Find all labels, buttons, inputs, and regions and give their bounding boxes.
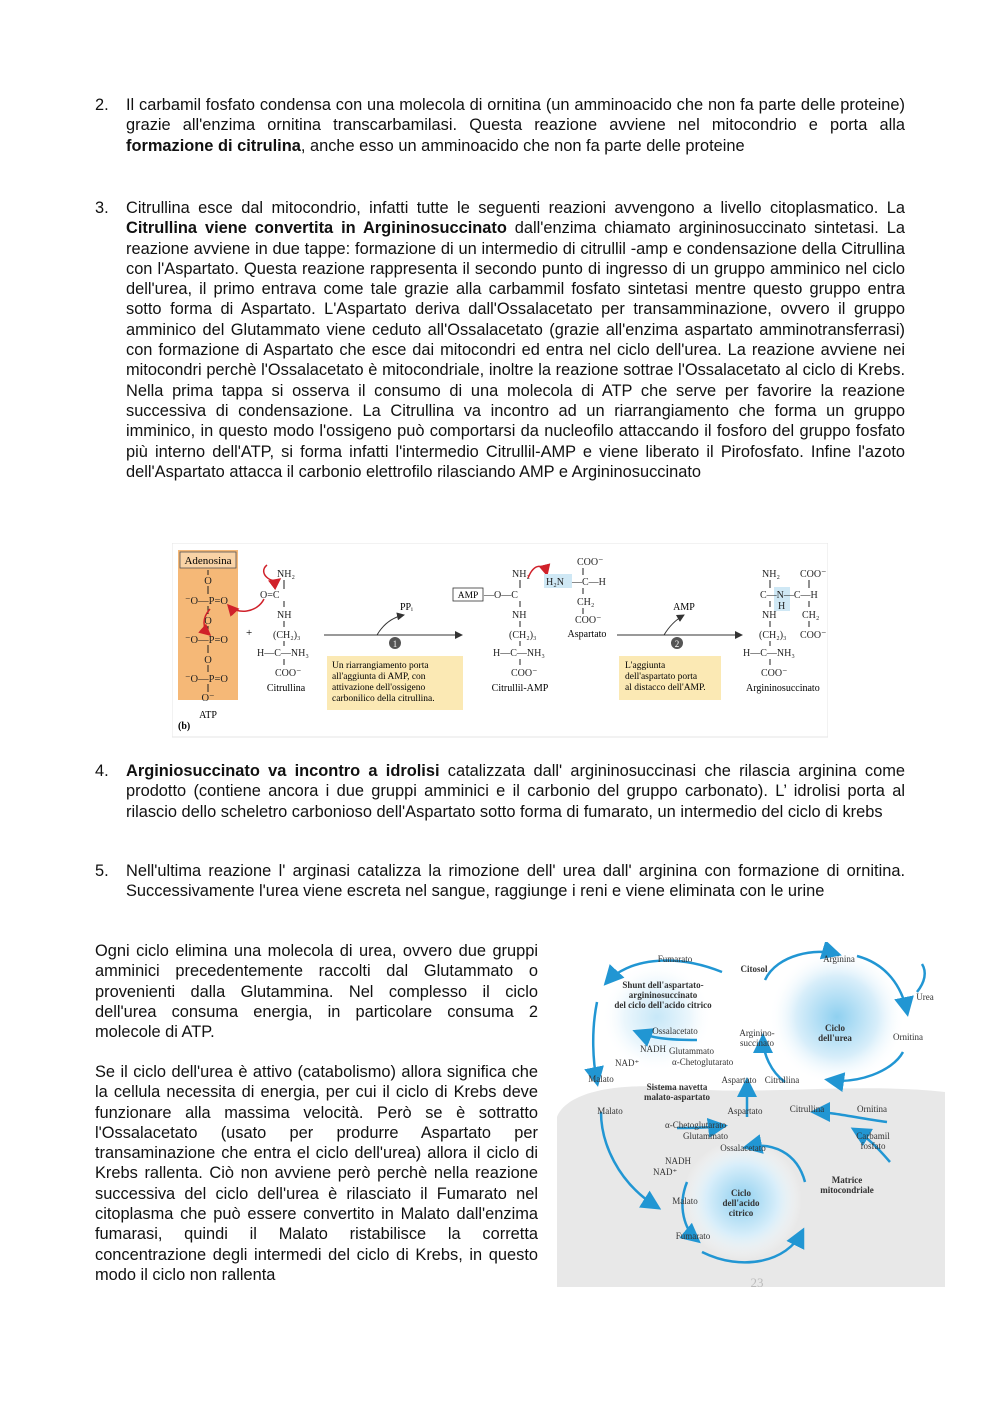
list-item-3 [95,198,905,482]
navetta-label: malato-aspartato [644,1092,710,1102]
ossalacetato-bottom-label: Ossalacetato [720,1143,766,1153]
citosol-label: Citosol [740,964,768,974]
citrullina-bottom-label: Citrullina [789,1104,825,1114]
svg-text:⁻O—P=O: ⁻O—P=O [185,635,228,646]
atp-label: ATP [199,710,217,721]
citrullil-amp-label: Citrullil-AMP [491,683,549,694]
paragraph-ogni-ciclo: Ogni ciclo elimina una molecola di urea, ovvero due gruppi amminici precedentemente raccolti dal Glutammato o provenienti dalla Glutammina. Nel complesso il ciclo dell'urea consuma energia, in particolare consuma 2 molecole di ATP. [95,942,538,1042]
amp-label: AMP [673,602,695,613]
svg-text:NH: NH [277,610,292,621]
step-2-badge: 2 [674,639,680,649]
svg-text:CH₂: CH₂ [802,610,820,621]
list-item-4 [95,761,905,822]
ornitina-bottom-label: Ornitina [857,1104,887,1114]
shunt-label: argininosuccinato [628,990,698,1000]
chetoglutarato-bottom-label: α-Chetoglutarato [665,1120,727,1130]
text-run: dall'enzima chiamato argininosuccinato sintetasi. La reazione avviene in due tappe: formazione di un intermedio di citrullil -amp e condensazione della Citrullina con l'Aspartato. Questa reazione rappresenta il secondo punto di ingresso di un gruppo amminico nel ciclo dell'urea, il primo entrava come tale grazie alla carbammil fosfato sintetasi mentre questo gruppo entra sotto forma di Aspartato. L'Aspartato deriva dall'Ossalacetato per transamminazione, ovvero il gruppo amminico del Glutammato viene ceduto all'Ossalacetato (grazie all'enzima aspartato amminotransferrasi) con formazione di Aspartato che esce dai mitocondri ed entra nel ciclo dell'urea. La reazione avviene nei mitocondri perchè l'Ossalacetato è mitocondriale, inoltre la reazione sottrae l'Ossalacetato al ciclo di Krebs. Nella prima tappa si osserva il consumo di una molecola di ATP che serve per favorire la reazione successiva di condensazione. La Citrullina va incontro ad un riarrangiamento che forma un gruppo imminico, in questo modo l'ossigeno può comportarsi da nucleofilo attaccando il fosforo del gruppo fosfato più interno dell'ATP, si forma infatti l'intermedio Citrullil-AMP e viene liberato il Pirofosfato. Infine l'azoto dell'Aspartato attacca il carbonio elettrofilo rilasciando AMP e Argininosuccinato [126,219,905,481]
note-1-line: all'aggiunta di AMP, con [332,672,426,682]
svg-text:(CH₂)₃: (CH₂)₃ [759,630,787,641]
malato-inner-label: Malato [672,1196,698,1206]
list-text [126,198,905,482]
svg-text:H—C—NH₃: H—C—NH₃ [743,648,795,659]
note-2-line: dell'aspartato porta [625,672,698,682]
ornitina-top-label: Ornitina [893,1032,923,1042]
glutammato-top-label: Glutammato [669,1046,714,1056]
ciclo-acido-label: dell'acido [722,1198,760,1208]
svg-text:H—C—NH₃: H—C—NH₃ [257,648,309,659]
reaction-diagram [172,543,828,738]
paragraph-ciclo-attivo: Se il ciclo dell'urea è attivo (catabolismo) allora significa che la cellula necessita di energia, per cui il ciclo di Krebs deve funzionare alla massima velocità. Però se è sottratto l'Ossalacetato (usato per produrre Aspartato per transaminazione che entra el ciclo dell'urea) allora il ciclo di Krebs rallenta. Ciò non avviene però perchè nella reazione successiva del ciclo dell'urea è rilasciato il Fumarato nel citoplasma che può essere convertito in Malato dall'enzima fumarasi, quindi il Malato ristabilisce la corretta concentrazione degli intermedi del ciclo di Krebs, in questo modo il ciclo non rallenta [95,1063,538,1284]
svg-text:—C—H: —C—H [572,577,606,588]
glutammato-bottom-label: Glutammato [683,1131,728,1141]
shunt-label: del ciclo dell'acido citrico [614,1000,712,1010]
svg-text:COO⁻: COO⁻ [275,668,302,679]
argininosuccinato-label: Argininosuccinato [746,683,820,694]
amp-box-label: AMP [457,591,479,601]
svg-text:⁻O—P=O: ⁻O—P=O [185,674,228,685]
aspartato-bottom-label: Aspartato [727,1106,763,1116]
malato-top-label: Malato [588,1074,614,1084]
note-1-line: Un riarrangiamento porta [332,661,429,671]
urea-krebs-cycle-diagram [557,942,945,1287]
aspartato-label: Aspartato [567,629,607,640]
navetta-label: Sistema navetta [646,1082,708,1092]
nadh-bottom-label: NADH [665,1156,691,1166]
urea-label: Urea [916,992,934,1002]
text-run: Citrullina esce dal mitocondrio, infatti tutte le seguenti reazioni avvengono a livello citoplasmatico. La [126,199,905,217]
chetoglutarato-top-label: α-Chetoglutarato [672,1057,734,1067]
svg-text:COO⁻: COO⁻ [575,615,602,626]
svg-text:O: O [204,616,212,627]
svg-text:O⁻: O⁻ [201,693,215,704]
svg-text:NH: NH [762,610,777,621]
list-text [126,861,905,902]
shunt-label: Shunt dell'aspartato- [622,980,704,990]
nad-bottom-label: NAD⁺ [653,1167,678,1177]
list-text [126,761,905,822]
ciclo-acido-label: citrico [728,1208,754,1218]
ppi-label: PPᵢ [400,602,413,613]
svg-text:O: O [204,655,212,666]
citrullina-top-label: Citrullina [764,1075,800,1085]
reaction-figure [172,543,828,738]
svg-text:—O—C: —O—C [484,590,518,601]
svg-text:COO⁻: COO⁻ [800,630,827,641]
ciclo-acido-label: Ciclo [731,1188,751,1198]
svg-text:O=C: O=C [260,590,280,601]
cycle-figure [557,942,945,1287]
adenosina-label: Adenosina [184,555,232,567]
svg-text:(CH₂)₃: (CH₂)₃ [509,630,537,641]
bold-text-run: Arginiosuccinato va incontro a idrolisi [126,762,440,780]
svg-text:(CH₂)₃: (CH₂)₃ [273,630,301,641]
svg-text:NH₂: NH₂ [512,569,530,580]
note-1-line: carbonilico della citrullina. [332,694,435,704]
svg-text:NH₂: NH₂ [277,569,295,580]
text-run: catalizzata dall' argininosuccinasi che rilascia arginina come prodotto (contiene ancora i due gruppi amminici e il carbonio del gruppo carbonato). L’ idrolisi porta al rilascio dello scheletro carbonioso dell'Aspartato sotto forma di fumarato, un intermedio del ciclo di krebs [126,762,905,821]
step-1-badge: 1 [392,639,398,649]
argininosuccinato-label: succinato [740,1038,774,1048]
svg-text:H: H [778,601,786,612]
list-number: 2. [95,96,109,114]
aspartato-top-label: Aspartato [721,1075,757,1085]
arginina-label: Arginina [823,954,855,964]
svg-text:H₂N: H₂N [546,577,564,588]
citrullina-label: Citrullina [266,683,306,694]
note-1-line: attivazione dell'ossigeno [332,683,426,693]
svg-text:COO⁻: COO⁻ [511,668,538,679]
bold-text-run: formazione di citrulina [126,136,301,155]
fumarato-label: Fumarato [657,954,693,964]
list-number: 3. [95,199,109,217]
svg-text:O: O [204,576,212,587]
panel-label: (b) [178,721,191,732]
fumarato-inner-label: Fumarato [675,1231,711,1241]
svg-text:⁻O—P=O: ⁻O—P=O [185,596,228,607]
nad-top-label: NAD⁺ [615,1058,640,1068]
carbamil-label: fosfato [860,1141,886,1151]
list-number: 5. [95,862,109,880]
svg-text:H—C—NH₃: H—C—NH₃ [493,648,545,659]
svg-text:NH₂: NH₂ [762,569,780,580]
list-number: 4. [95,762,109,780]
svg-text:C—N—C—H: C—N—C—H [760,590,818,601]
svg-text:+: + [246,627,253,639]
list-text [126,95,905,156]
ciclo-urea-label: Ciclo [825,1023,845,1033]
list-item-2 [95,95,905,156]
matrice-label: mitocondriale [820,1185,874,1195]
matrice-label: Matrice [831,1175,863,1185]
text-run: , anche esso un amminoacido che non fa parte delle proteine [300,136,745,155]
ciclo-urea-label: dell'urea [818,1033,852,1043]
note-2-line: L'aggiunta [625,661,666,671]
list-item-5 [95,861,905,902]
argininosuccinato-label: Arginino- [739,1028,775,1038]
nadh-top-label: NADH [640,1044,666,1054]
svg-text:NH: NH [512,610,527,621]
bold-text-run: Citrullina viene convertita in Argininosuccinato [126,219,507,238]
page-number: 23 [750,1275,764,1287]
svg-text:COO⁻: COO⁻ [577,557,604,568]
carbamil-label: Carbamil [856,1131,890,1141]
malato-bottom-label: Malato [597,1106,623,1116]
ossalacetato-top-label: Ossalacetato [652,1026,698,1036]
svg-text:COO⁻: COO⁻ [761,668,788,679]
note-2-line: al distacco dell'AMP. [625,683,706,693]
svg-text:COO⁻: COO⁻ [800,569,827,580]
svg-text:CH₂: CH₂ [577,597,595,608]
text-run: Il carbamil fosfato condensa con una molecola di ornitina (un amminoacido che non fa parte delle proteine) grazie all'enzima ornitina transcarbamilasi. Questa reazione avviene nel mitocondrio e porta alla [126,96,905,135]
text-run: Nell'ultima reazione l' arginasi catalizza la rimozione dell' urea dall' arginina con formazione di ornitina. Successivamente l'urea viene escreta nel sangue, raggiunge i reni e viene eliminata con le urine [126,862,905,901]
